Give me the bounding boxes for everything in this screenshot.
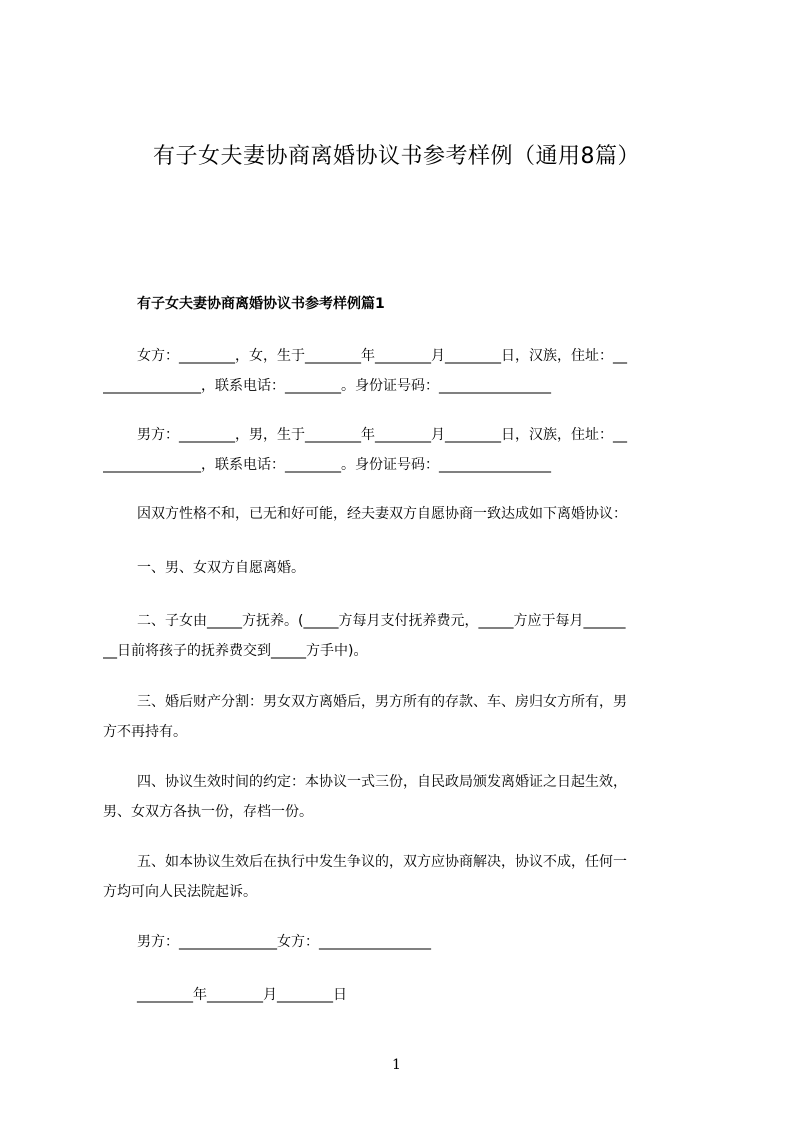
date-line: ________年________月________日: [137, 987, 347, 1003]
clause-5-line-2: 方均可向人民法院起诉。: [103, 884, 257, 900]
clause-5-paragraph: [103, 847, 703, 907]
clause-1-paragraph: [103, 553, 703, 583]
date-paragraph: [103, 980, 703, 1010]
clause-3-line-1: 三、婚后财产分割：男女双方离婚后，男方所有的存款、车、房归女方所有，男: [137, 694, 627, 710]
woman-info-line-1: 女方：________，女，生于________年________月________日，汉族，住址：__: [137, 348, 627, 364]
clause-2-paragraph: [103, 606, 703, 666]
page-number: 1: [392, 1057, 401, 1073]
clause-5-line-1: 五、如本协议生效后在执行中发生争议的，双方应协商解决，协议不成，任何一: [137, 854, 627, 870]
intro-line: 因双方性格不和，已无和好可能，经夫妻双方自愿协商一致达成如下离婚协议：: [137, 506, 627, 522]
man-info-line-2: ______________，联系电话：________。身份证号码：________________: [103, 457, 551, 473]
signature-paragraph: [103, 927, 703, 957]
clause-4-line-1: 四、协议生效时间的约定：本协议一式三份，自民政局颁发离婚证之日起生效，: [137, 774, 627, 790]
man-info-paragraph: [103, 420, 703, 480]
woman-info-line-2: ______________，联系电话：________。身份证号码：________________: [103, 378, 551, 394]
clause-4-line-2: 男、女双方各执一份，存档一份。: [103, 804, 313, 820]
man-info-line-1: 男方：________，男，生于________年________月________日，汉族，住址：__: [137, 427, 627, 443]
clause-4-paragraph: [103, 767, 703, 827]
document-title: 有子女夫妻协商离婚协议书参考样例（通用8篇）: [153, 144, 640, 169]
clause-1-line: 一、男、女双方自愿离婚。: [137, 560, 305, 576]
woman-info-paragraph: [103, 341, 703, 401]
signature-line: 男方：______________女方：________________: [137, 934, 431, 950]
clause-3-paragraph: [103, 687, 703, 747]
clause-2-line-1: 二、子女由_____方抚养。(_____方每月支付抚养费元，_____方应于每月______: [137, 613, 626, 629]
intro-paragraph: [103, 499, 703, 529]
clause-2-line-2: __日前将孩子的抚养费交到_____方手中)。: [103, 643, 368, 659]
clause-3-line-2: 方不再持有。: [103, 724, 187, 740]
section-heading: 有子女夫妻协商离婚协议书参考样例篇1: [137, 296, 385, 312]
